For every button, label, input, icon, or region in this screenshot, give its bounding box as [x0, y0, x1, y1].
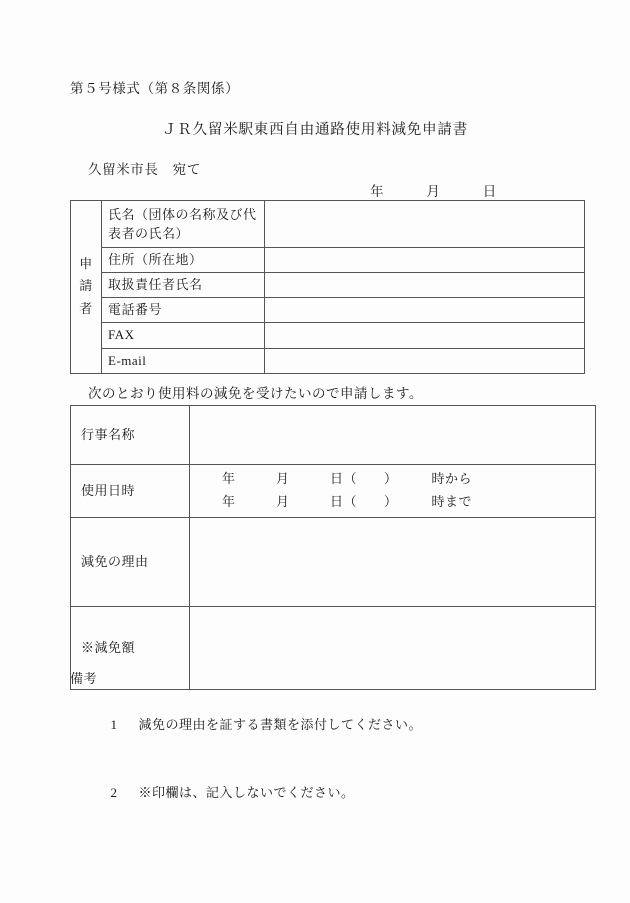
row-value-email[interactable]: [265, 348, 585, 373]
form-number: 第５号様式（第８条関係）: [70, 81, 240, 96]
row-label-reason: 減免の理由: [71, 518, 190, 607]
notes-section: [70, 668, 422, 827]
row-label-phone: 電話番号: [102, 298, 265, 323]
row-value-name[interactable]: [265, 201, 585, 248]
group-label-char-3: 者: [79, 301, 93, 317]
table-row: [71, 298, 585, 323]
applicant-group-label: [71, 201, 102, 374]
table-row: [71, 201, 585, 248]
table-row: [71, 273, 585, 298]
row-label-address: 住所（所在地）: [102, 248, 265, 273]
note-item-1: [70, 691, 422, 759]
row-value-address[interactable]: [265, 248, 585, 273]
group-label-char-1: 申: [79, 255, 93, 271]
row-label-name: 氏名（団体の名称及び代表者の氏名）: [102, 201, 265, 248]
note-text-1: 減免の理由を証する書類を添付してください。: [138, 716, 423, 732]
row-label-event-name: 行事名称: [71, 406, 190, 465]
row-label-usage-datetime: 使用日時: [71, 465, 190, 518]
row-value-manager[interactable]: [265, 273, 585, 298]
datetime-line-start: 年 月 日（ ） 時から: [222, 471, 473, 487]
row-label-fax: FAX: [102, 323, 265, 348]
group-label-char-2: 請: [79, 278, 93, 294]
row-label-reduction-amount: ※減免額: [71, 607, 190, 690]
addressee-line: 久留米市長 宛て: [88, 162, 201, 177]
row-label-manager: 取扱責任者氏名: [102, 273, 265, 298]
note-text-2: ※印欄は、記入しないでください。: [138, 784, 355, 800]
document-title: ＪＲ久留米駅東西自由通路使用料減免申請書: [162, 122, 468, 138]
request-table: [70, 405, 596, 690]
table-row: [71, 518, 596, 607]
table-row: [71, 406, 596, 465]
applicant-table: [70, 200, 585, 374]
row-value-usage-datetime[interactable]: [190, 465, 596, 518]
row-value-event-name[interactable]: [190, 406, 596, 465]
table-row: [71, 465, 596, 518]
request-statement: 次のとおり使用料の減免を受けたいので申請します。: [88, 386, 423, 401]
row-value-phone[interactable]: [265, 298, 585, 323]
note-number-2: 2: [110, 784, 118, 800]
table-row: [71, 348, 585, 373]
note-number-1: 1: [110, 716, 118, 732]
note-item-2: [70, 759, 422, 827]
table-row: [71, 323, 585, 348]
row-value-reason[interactable]: [190, 518, 596, 607]
table-row: [71, 248, 585, 273]
row-label-email: E-mail: [102, 348, 265, 373]
row-value-fax[interactable]: [265, 323, 585, 348]
date-entry-line: 年 月 日: [370, 184, 497, 199]
notes-title: 備考: [70, 671, 98, 686]
datetime-line-end: 年 月 日（ ） 時まで: [222, 494, 473, 509]
